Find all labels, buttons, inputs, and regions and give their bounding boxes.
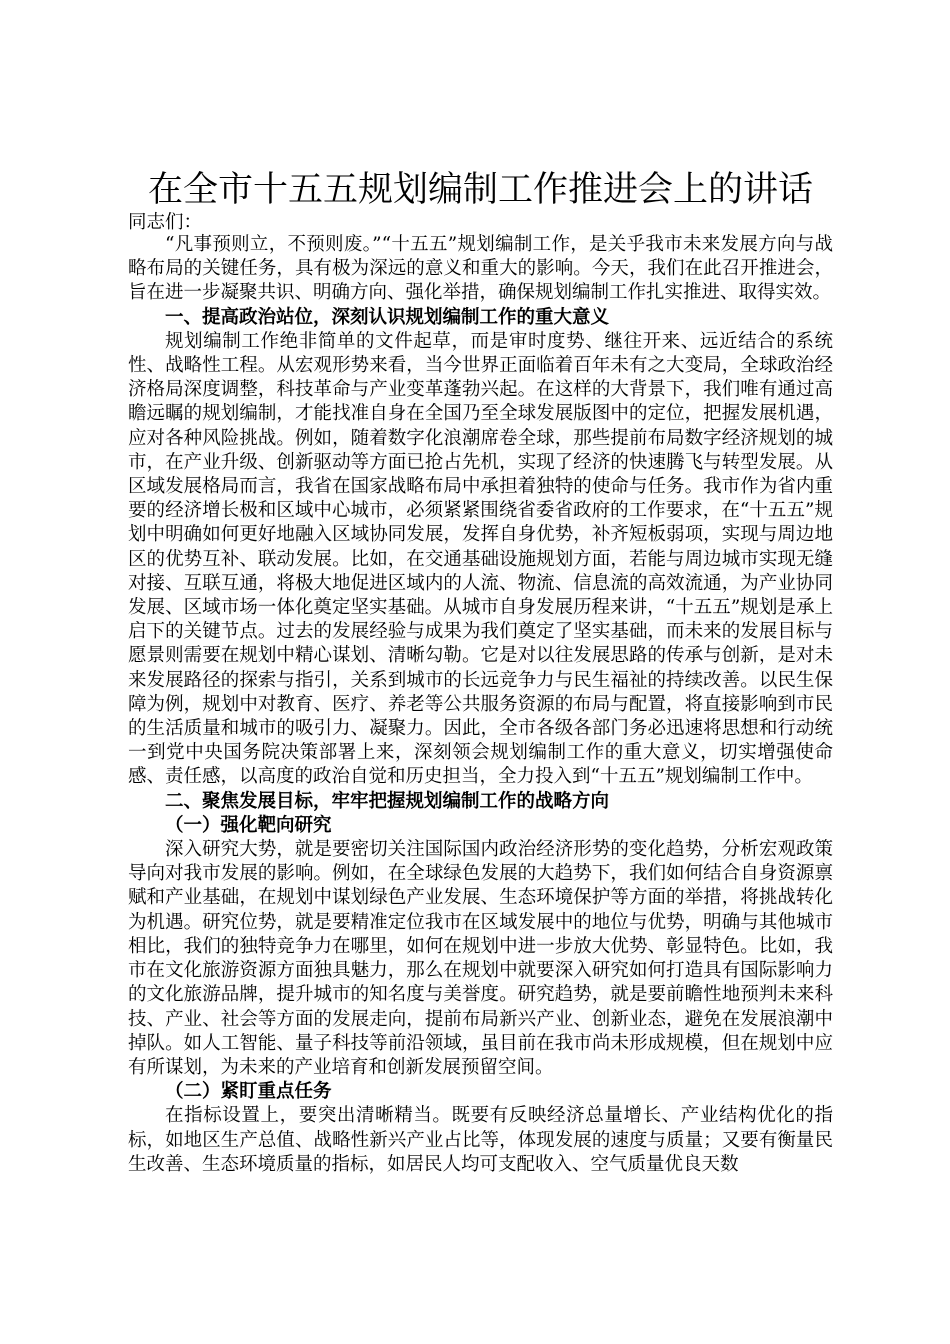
section-1-heading: 一、提高政治站位，深刻认识规划编制工作的重大意义: [165, 306, 610, 328]
section-2-sub-1-paragraph: 深入研究大势，就是要密切关注国际国内政治经济形势的变化趋势，分析宏观政策导向对我市发展的影响。例如，在全球绿色发展的大趋势下，我们如何结合自身资源禀赋和产业基础，在规划中谋划绿色产业发展、生态环境保护等方面的举措，将挑战转化为机遇。研究位势，就是要精准定位我市在区域发展中的地位与优势，明确与其他城市相比，我们的独特竞争力在哪里，如何在规划中进一步放大优势、彰显特色。比如，我市在文化旅游资源方面独具魅力，那么在规划中就要深入研究如何打造具有国际影响力的文化旅游品牌，提升城市的知名度与美誉度。研究趋势，就是要前瞻性地预判未来科技、产业、社会等方面的发展走向，提前布局新兴产业、创新业态，避免在发展浪潮中掉队。如人工智能、量子科技等前沿领域，虽目前在我市尚未形成规模，但在规划中应有所谋划，为未来的产业培育和创新发展预留空间。: [128, 839, 833, 1078]
section-2-heading: 二、聚焦发展目标，牢牢把握规划编制工作的战略方向: [165, 790, 610, 812]
document-title: 在全市十五五规划编制工作推进会上的讲话: [147, 170, 813, 210]
intro-paragraph: “凡事预则立，不预则废。”“十五五”规划编制工作，是关乎我市未来发展方向与战略布局的关键任务，具有极为深远的意义和重大的影响。今天，我们在此召开推进会，旨在进一步凝聚共识、明确方向、强化举措，确保规划编制工作扎实推进、取得实效。: [128, 234, 833, 304]
section-2-sub-2-heading: （二）紧盯重点任务: [165, 1081, 332, 1103]
salutation: 同志们：: [128, 212, 203, 233]
section-1-paragraph: 规划编制工作绝非简单的文件起草，而是审时度势、继往开来、远近结合的系统性、战略性工程。从宏观形势来看，当今世界正面临着百年未有之大变局，全球政治经济格局深度调整，科技革命与产业变革蓬勃兴起。在这样的大背景下，我们唯有通过高瞻远瞩的规划编制，才能找准自身在全国乃至全球发展版图中的定位，把握发展机遇，应对各种风险挑战。例如，随着数字化浪潮席卷全球，那些提前布局数字经济规划的城市，在产业升级、创新驱动等方面已抢占先机，实现了经济的快速腾飞与转型发展。从区域发展格局而言，我省在国家战略布局中承担着独特的使命与任务。我市作为省内重要的经济增长极和区域中心城市，必须紧紧围绕省委省政府的工作要求，在“十五五”规划中明确如何更好地融入区域协同发展，发挥自身优势，补齐短板弱项，实现与周边地区的优势互补、联动发展。比如，在交通基础设施规划方面，若能与周边城市实现无缝对接、互联互通，将极大地促进区域内的人流、物流、信息流的高效流通，为产业协同发展、区域市场一体化奠定坚实基础。从城市自身发展历程来讲，“十五五”规划是承上启下的关键节点。过去的发展经验与成果为我们奠定了坚实基础，而未来的发展目标与愿景则需要在规划中精心谋划、清晰勾勒。它是对以往发展思路的传承与创新，是对未来发展路径的探索与指引，关系到城市的长远竞争力与民生福祉的持续改善。以民生保障为例，规划中对教育、医疗、养老等公共服务资源的布局与配置，将直接影响到市民的生活质量和城市的吸引力、凝聚力。因此，全市各级各部门务必迅速将思想和行动统一到党中央国务院决策部署上来，深刻领会规划编制工作的重大意义，切实增强使命感、责任感，以高度的政治自觉和历史担当，全力投入到“十五五”规划编制工作中。: [128, 330, 833, 788]
section-2-sub-2-paragraph: 在指标设置上，要突出清晰精当。既要有反映经济总量增长、产业结构优化的指标，如地区生产总值、战略性新兴产业占比等，体现发展的速度与质量；又要有衡量民生改善、生态环境质量的指标，如居民人均可支配收入、空气质量优良天数: [128, 1105, 833, 1175]
document-page: [128, 165, 833, 1177]
section-2-sub-1-heading: （一）强化靶向研究: [165, 814, 332, 836]
